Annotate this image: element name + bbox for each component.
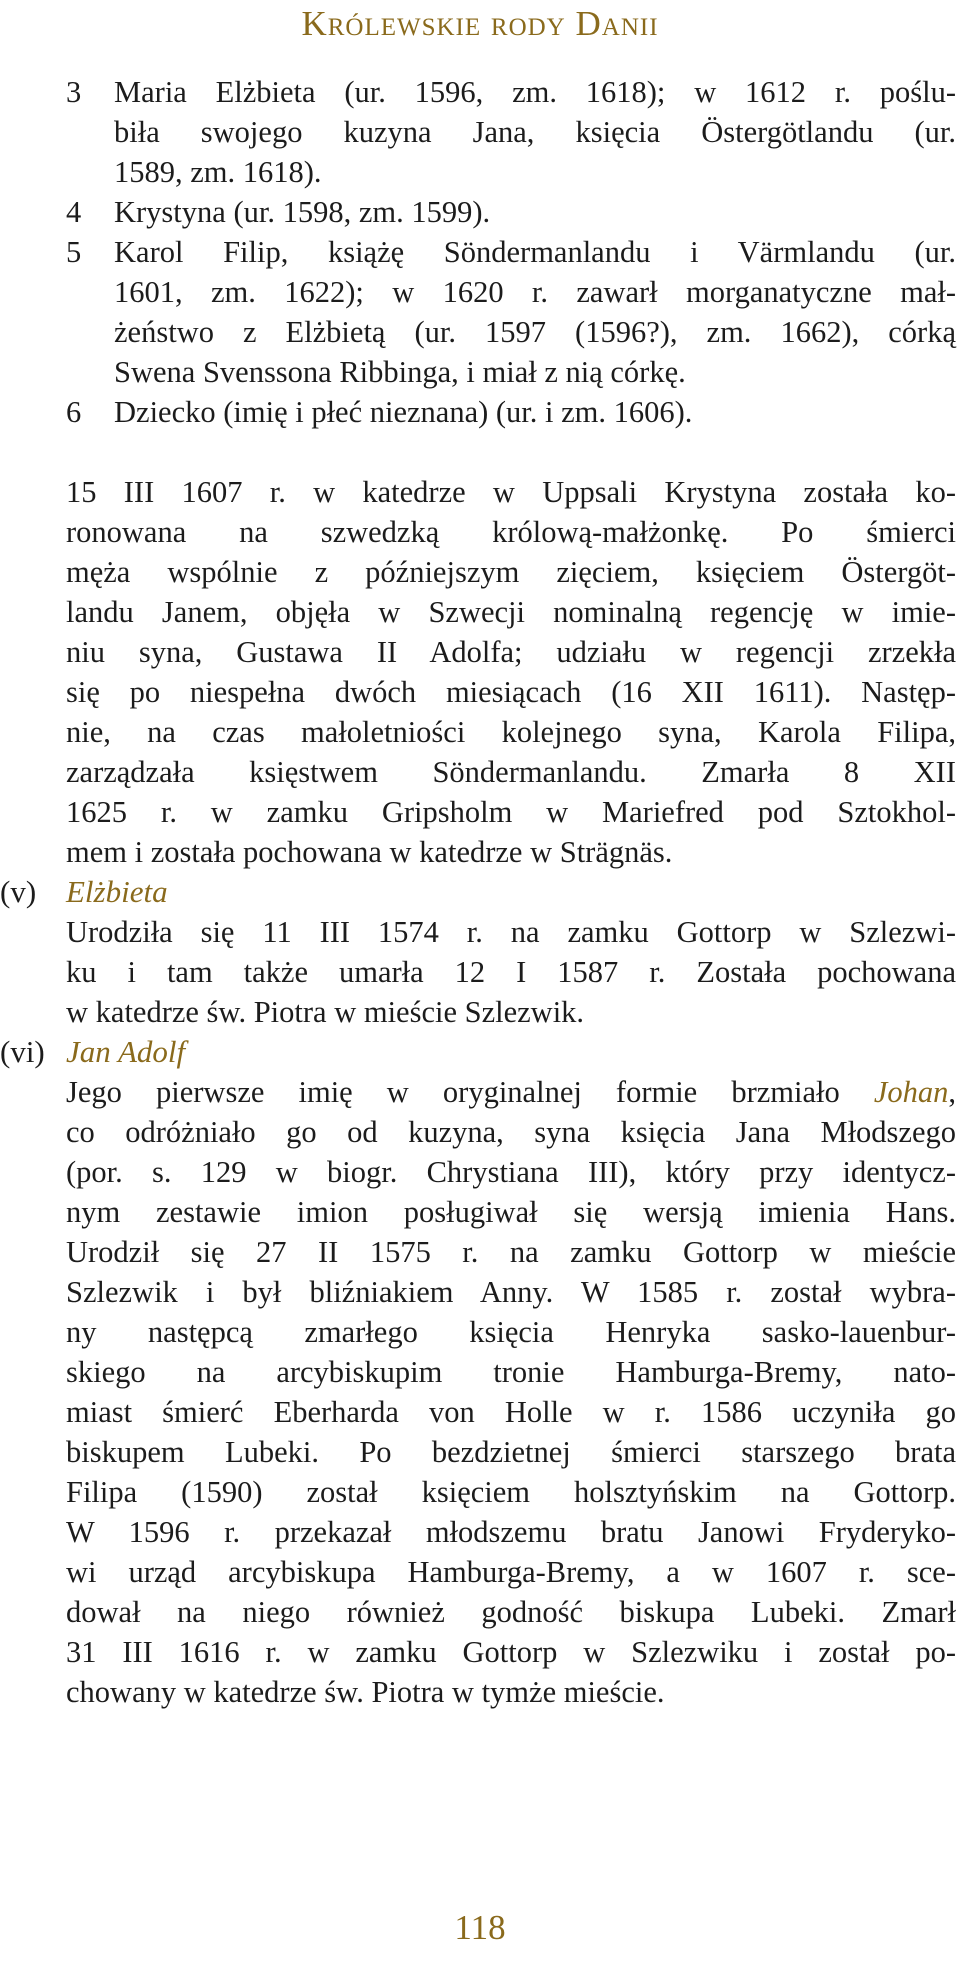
name-variant: Johan — [873, 1075, 949, 1109]
list-item-6-line: 6 Dziecko (imię i płeć nieznana) (ur. i zm. 1606). — [66, 392, 956, 432]
list-number: 6 — [66, 395, 82, 429]
paragraph-line: landu Janem, objęła w Szwecji nominalną regencję w imie- — [66, 595, 956, 629]
children-list — [66, 72, 956, 432]
paragraph-line: W 1596 r. przekazał młodszemu bratu Janowi Fryderyko- — [66, 1515, 956, 1549]
paragraph-line: 1625 r. w zamku Gripsholm w Mariefred pod Sztokhol- — [66, 795, 956, 829]
paragraph-line: (por. s. 129 w biogr. Chrystiana III), który przy identycz- — [66, 1155, 956, 1189]
paragraph-line: się po niespełna dwóch miesiącach (16 XII 1611). Następ- — [66, 675, 956, 709]
paragraph-line: wi urząd arcybiskupa Hamburga-Bremy, a w 1607 r. sce- — [66, 1555, 956, 1589]
paragraph-line: biskupem Lubeki. Po bezdzietnej śmierci starszego brata — [66, 1435, 956, 1469]
list-item-3-line: 1589, zm. 1618). — [114, 155, 322, 189]
list-item-5-line: Swena Svenssona Ribbinga, i miał z nią córkę. — [114, 355, 686, 389]
paragraph-line: w katedrze św. Piotra w mieście Szlezwik. — [66, 995, 585, 1029]
section-label: (vi) — [0, 1034, 45, 1069]
paragraph-line: męża wspólnie z późniejszym zięciem, księciem Östergöt- — [66, 555, 956, 589]
paragraph-line: Szlezwik i był bliźniakiem Anny. W 1585 r. został wybra- — [66, 1275, 956, 1309]
paragraph-line: zarządzała księstwem Söndermanlandu. Zmarła 8 XII — [66, 755, 956, 789]
section-v-body — [66, 912, 956, 1032]
list-item-5-line: 5 Karol Filip, książę Söndermanlandu i Värmlandu (ur. — [66, 232, 956, 272]
paragraph-line: ronowana na szwedzką królową-małżonkę. Po śmierci — [66, 515, 956, 549]
paragraph-line: mem i została pochowana w katedrze w Strägnäs. — [66, 835, 673, 869]
paragraph-line: nie, na czas małoletniości kolejnego syna, Karola Filipa, — [66, 715, 956, 749]
paragraph-line: dował na niego również godność biskupa Lubeki. Zmarł — [66, 1595, 956, 1629]
krystyna-paragraph — [66, 472, 956, 872]
section-v-heading — [0, 872, 168, 912]
list-item-3-line: biła swojego kuzyna Jana, księcia Östergötlandu (ur. — [114, 115, 956, 149]
paragraph-line: 31 III 1616 r. w zamku Gottorp w Szlezwiku i został po- — [66, 1635, 956, 1669]
page-number: 118 — [454, 1908, 506, 1947]
section-vi-body — [66, 1072, 956, 1712]
list-number: 3 — [66, 75, 82, 109]
paragraph-line: 15 III 1607 r. w katedrze w Uppsali Krystyna została ko- — [66, 475, 956, 509]
paragraph-line: Urodził się 27 II 1575 r. na zamku Gottorp w mieście — [66, 1235, 956, 1269]
list-item-5-line: żeństwo z Elżbietą (ur. 1597 (1596?), zm. 1662), córką — [114, 315, 956, 349]
list-item-5-line: 1601, zm. 1622); w 1620 r. zawarł morganatyczne mał- — [114, 275, 956, 309]
paragraph-line: miast śmierć Eberharda von Holle w r. 1586 uczyniła go — [66, 1395, 956, 1429]
paragraph-line: ku i tam także umarła 12 I 1587 r. Została pochowana — [66, 955, 956, 989]
paragraph-line: niu syna, Gustawa II Adolfa; udziału w regencji zrzekła — [66, 635, 956, 669]
section-title: Elżbieta — [66, 874, 168, 909]
section-vi-heading — [0, 1032, 185, 1072]
running-header: Królewskie rody Danii — [301, 4, 659, 43]
paragraph-line: ny następcą zmarłego księcia Henryka sasko-lauenbur- — [66, 1315, 956, 1349]
list-item-3-line: 3 Maria Elżbieta (ur. 1596, zm. 1618); w 1612 r. poślu- — [66, 72, 956, 112]
list-number: 4 — [66, 195, 82, 229]
paragraph-line: Filipa (1590) został księciem holsztyńskim na Gottorp. — [66, 1475, 956, 1509]
paragraph-line: chowany w katedrze św. Piotra w tymże mieście. — [66, 1675, 665, 1709]
paragraph-line: Urodziła się 11 III 1574 r. na zamku Gottorp w Szlezwi- — [66, 915, 956, 949]
paragraph-line: nym zestawie imion posługiwał się wersją imienia Hans. — [66, 1195, 956, 1229]
list-number: 5 — [66, 235, 82, 269]
paragraph-line: skiego na arcybiskupim tronie Hamburga-Bremy, nato- — [66, 1355, 956, 1389]
list-item-4-line: 4 Krystyna (ur. 1598, zm. 1599). — [66, 192, 956, 232]
paragraph-line: Jego pierwsze imię w oryginalnej formie brzmiało Johan, — [66, 1075, 956, 1109]
section-title: Jan Adolf — [66, 1034, 186, 1069]
section-label: (v) — [0, 874, 37, 909]
paragraph-line: co odróżniało go od kuzyna, syna księcia Jana Młodszego — [66, 1115, 956, 1149]
